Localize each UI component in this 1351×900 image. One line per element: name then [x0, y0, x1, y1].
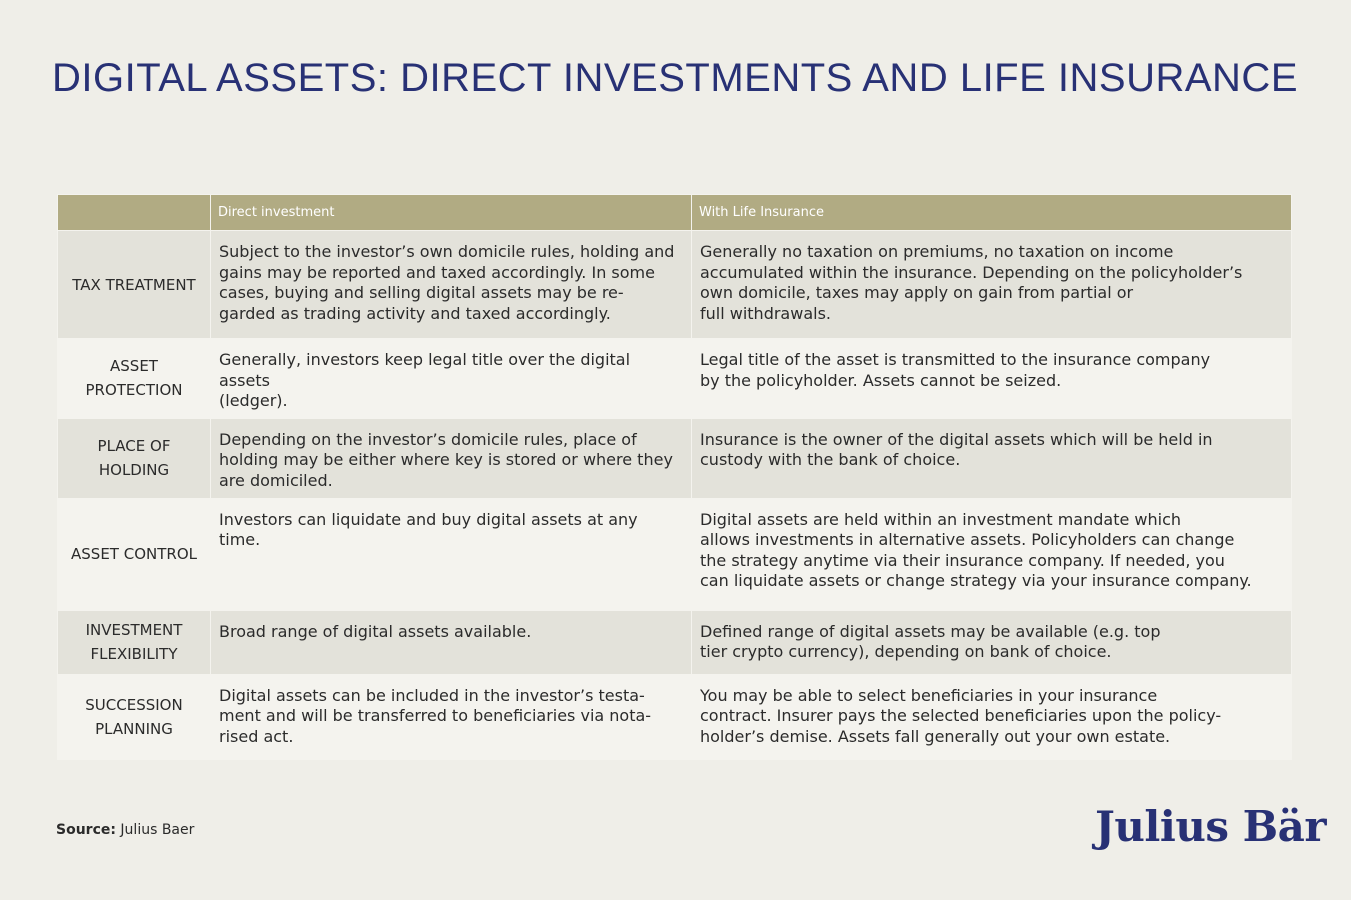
table-row [58, 418, 1292, 498]
direct-cell: Generally, investors keep legal title over the digital assets (ledger). [211, 339, 692, 419]
direct-cell: Broad range of digital assets available. [211, 610, 692, 674]
julius-baer-logo: Julius Bär [1095, 802, 1326, 851]
header-life-insurance: With Life Insurance [692, 195, 1292, 231]
page-title: DIGITAL ASSETS: DIRECT INVESTMENTS AND LIFE INSURANCE [52, 56, 1298, 100]
source-value: Julius Baer [120, 822, 195, 838]
row-label: ASSET PROTECTION [58, 339, 211, 419]
row-label: SUCCESSION PLANNING [58, 674, 211, 759]
source-label: Source: [56, 822, 116, 838]
comparison-table [57, 194, 1292, 760]
direct-cell: Depending on the investor’s domicile rules, place of holding may be either where key is stored or where they are domiciled. [211, 418, 692, 498]
direct-cell: Investors can liquidate and buy digital assets at any time. [211, 498, 692, 610]
table-row [58, 498, 1292, 610]
insurance-cell: Defined range of digital assets may be available (e.g. top tier crypto currency), depending on bank of choice. [692, 610, 1292, 674]
insurance-cell: Generally no taxation on premiums, no taxation on income accumulated within the insurance. Depending on the policyholder’s own domicile, taxes may apply on gain from partial or full withdrawals. [692, 231, 1292, 339]
direct-cell: Subject to the investor’s own domicile rules, holding and gains may be reported and taxed accordingly. In some cases, buying and selling digital assets may be re- garded as trading activity and taxed accordingly. [211, 231, 692, 339]
header-direct-investment: Direct investment [211, 195, 692, 231]
insurance-cell: Digital assets are held within an investment mandate which allows investments in alternative assets. Policyholders can change the strategy anytime via their insurance company. If needed, you can liquidate assets or change strategy via your insurance company. [692, 498, 1292, 610]
table-header-row [58, 195, 1292, 231]
header-empty [58, 195, 211, 231]
insurance-cell: Insurance is the owner of the digital assets which will be held in custody with the bank of choice. [692, 418, 1292, 498]
row-label: TAX TREATMENT [58, 231, 211, 339]
row-label: PLACE OF HOLDING [58, 418, 211, 498]
row-label: ASSET CONTROL [58, 498, 211, 610]
table-row [58, 674, 1292, 759]
source-note [56, 822, 194, 838]
table-row [58, 610, 1292, 674]
insurance-cell: You may be able to select beneficiaries in your insurance contract. Insurer pays the selected beneficiaries upon the policy- holder’s demise. Assets fall generally out your own estate. [692, 674, 1292, 759]
table-row [58, 231, 1292, 339]
insurance-cell: Legal title of the asset is transmitted to the insurance company by the policyholder. Assets cannot be seized. [692, 339, 1292, 419]
table-row [58, 339, 1292, 419]
row-label: INVESTMENT FLEXIBILITY [58, 610, 211, 674]
direct-cell: Digital assets can be included in the investor’s testa- ment and will be transferred to beneficiaries via nota- rised act. [211, 674, 692, 759]
